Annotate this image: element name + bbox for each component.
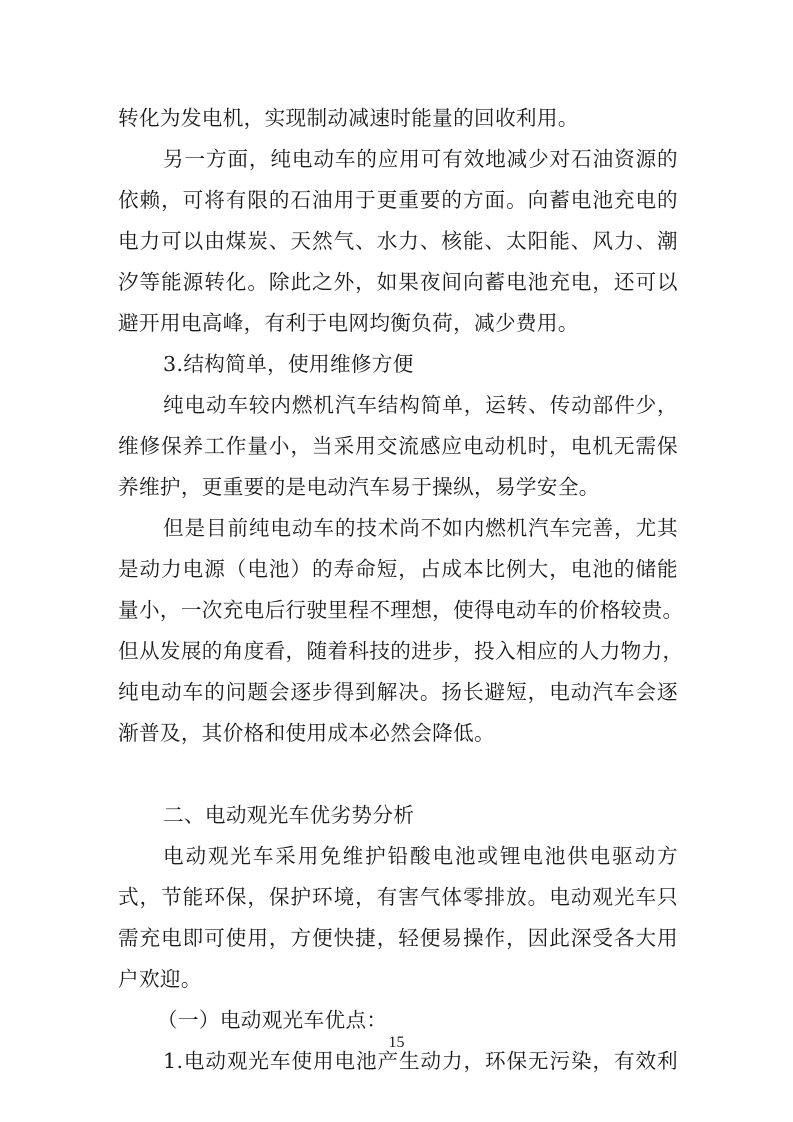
body-line: 依赖，可将有限的石油用于更重要的方面。向蓄电池充电的 xyxy=(118,188,678,212)
page-number: 15 xyxy=(388,1034,405,1051)
body-line: 纯电动车的问题会逐步得到解决。扬长避短，电动汽车会逐 xyxy=(118,680,678,704)
list-item-line: 1.电动观光车使用电池产生动力，环保无污染，有效利 xyxy=(163,1049,678,1073)
paragraph-start-line: 纯电动车较内燃机汽车结构简单，运转、传动部件少， xyxy=(163,393,678,417)
section-subheading: 3.结构简单，使用维修方便 xyxy=(163,352,414,376)
body-line: 汐等能源转化。除此之外，如果夜间向蓄电池充电，还可以 xyxy=(118,270,678,294)
subsection-heading: （一）电动观光车优点： xyxy=(157,1008,388,1032)
body-line: 式，节能环保，保护环境，有害气体零排放。电动观光车只 xyxy=(118,885,678,909)
body-line: 量小，一次充电后行驶里程不理想，使得电动车的价格较贵。 xyxy=(118,598,684,622)
section-heading: 二、电动观光车优劣势分析 xyxy=(163,803,415,827)
body-line: 但从发展的角度看，随着科技的进步，投入相应的人力物力， xyxy=(118,639,684,663)
body-line: 电力可以由煤炭、天然气、水力、核能、太阳能、风力、潮 xyxy=(118,229,678,253)
body-line: 户欢迎。 xyxy=(118,967,202,991)
body-line: 养维护，更重要的是电动汽车易于操纵，易学安全。 xyxy=(118,475,600,499)
body-line: 避开用电高峰，有利于电网均衡负荷，减少费用。 xyxy=(118,311,579,335)
paragraph-start-line: 另一方面，纯电动车的应用可有效地减少对石油资源的 xyxy=(163,147,678,171)
paragraph-start-line: 但是目前纯电动车的技术尚不如内燃机汽车完善，尤其 xyxy=(163,516,678,540)
body-line: 是动力电源（电池）的寿命短，占成本比例大，电池的储能 xyxy=(118,557,678,581)
body-line: 渐普及，其价格和使用成本必然会降低。 xyxy=(118,721,495,745)
paragraph-start-line: 电动观光车采用免维护铅酸电池或锂电池供电驱动方 xyxy=(163,844,678,868)
body-line: 维修保养工作量小，当采用交流感应电动机时，电机无需保 xyxy=(118,434,678,458)
body-line: 需充电即可使用，方便快捷，轻便易操作，因此深受各大用 xyxy=(118,926,678,950)
body-line-1: 转化为发电机，实现制动减速时能量的回收利用。 xyxy=(118,106,579,130)
